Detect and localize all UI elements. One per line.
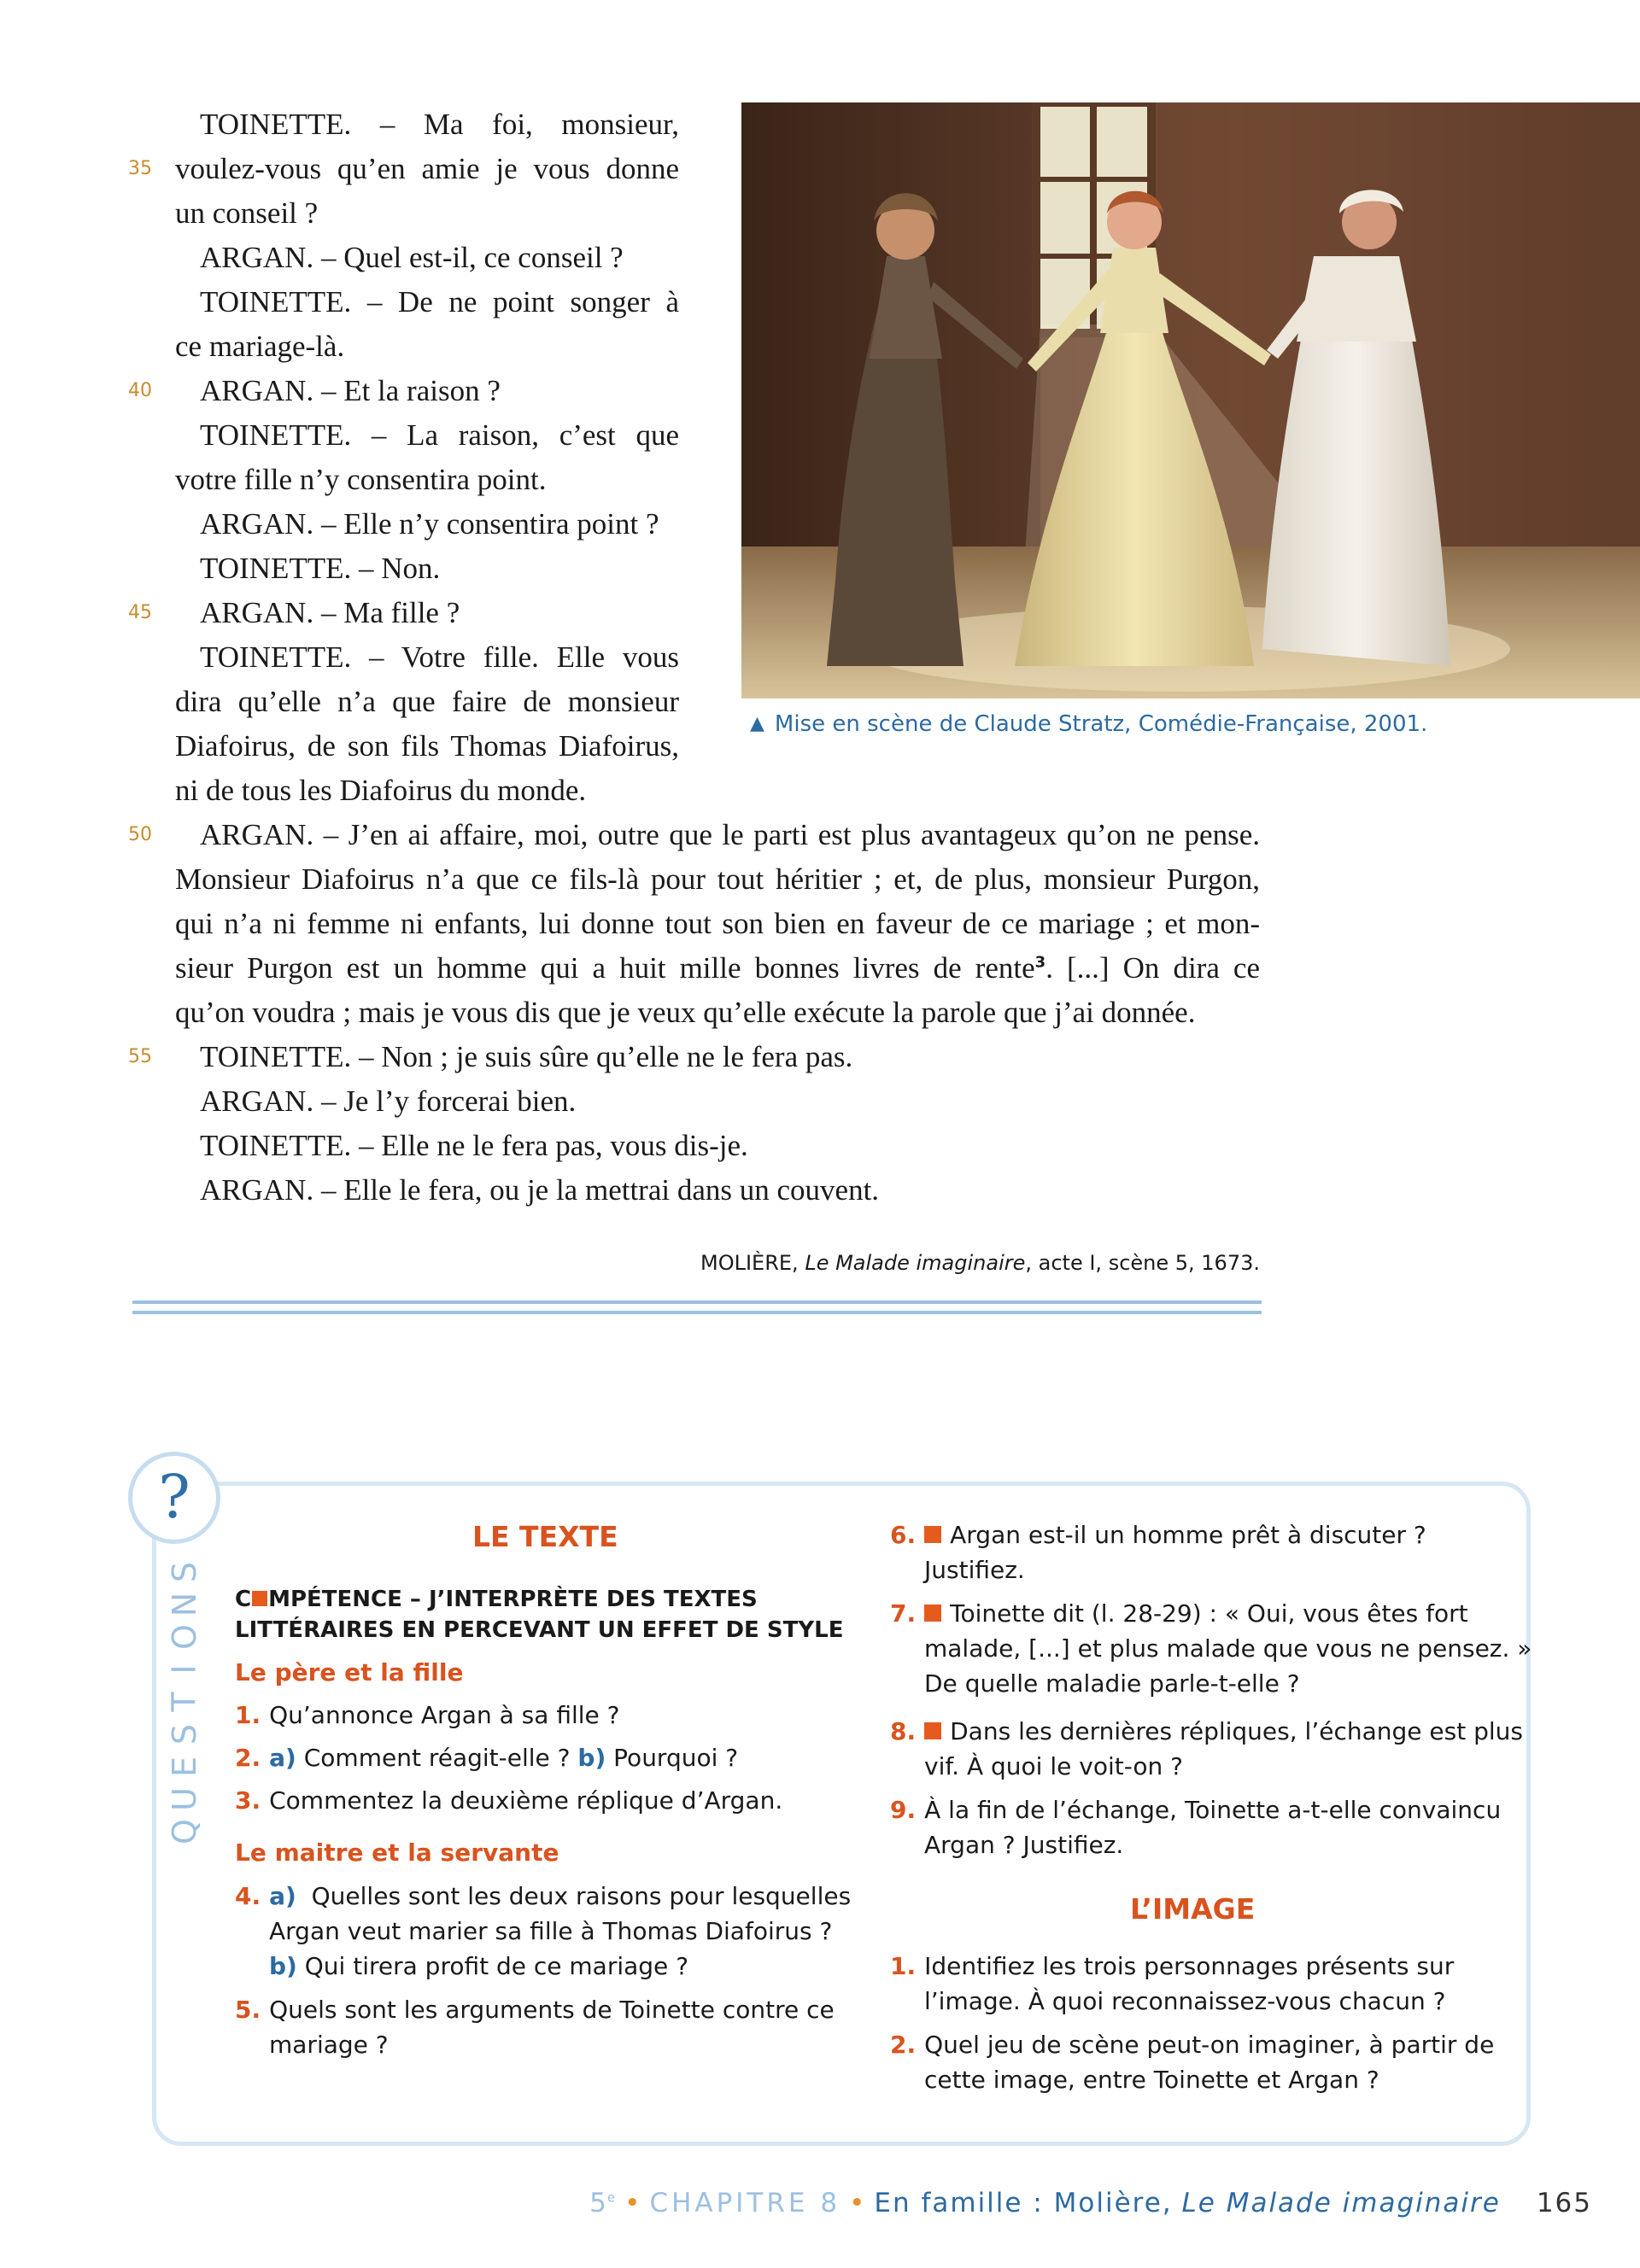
question-item: 6. Argan est-il un homme prêt à discuter ? — [890, 1521, 1426, 1549]
vertical-letter: O — [165, 1624, 203, 1650]
question-item: 9. À la fin de l’échange, Toinette a-t-elle convaincu — [890, 1796, 1502, 1824]
play-line: ARGAN. – Quel est-il, ce conseil ? — [200, 241, 624, 274]
bullet-dot-icon: • — [849, 2188, 866, 2218]
play-line: TOINETTE. – Non. — [200, 552, 441, 585]
play-line — [175, 946, 1260, 991]
subheading-maitre-servante: Le maitre et la servante — [235, 1838, 559, 1867]
competence-line: C MPÉTENCE – J’INTERPRÈTE DES TEXTES — [235, 1587, 758, 1612]
source-citation — [700, 1246, 1260, 1280]
source-details: , acte I, scène 5, 1673. — [1025, 1251, 1260, 1275]
question-item: 5. Quels sont les arguments de Toinette contre ce — [235, 1996, 835, 2024]
line-number: 50 — [128, 824, 152, 845]
vertical-letter: N — [166, 1592, 203, 1617]
question-mark-icon: ? — [128, 1452, 220, 1544]
question-item: 2. a) Comment réagit-elle ? b) Pourquoi ? — [235, 1744, 739, 1772]
play-line: ARGAN. – Elle le fera, ou je la mettrai dans un couvent. — [200, 1173, 880, 1207]
question-continuation: mariage ? — [269, 2031, 389, 2059]
chapter-work-title: Le Malade imaginaire — [1181, 2188, 1501, 2218]
line-number: 45 — [128, 602, 152, 623]
subheading-pere-fille: Le père et la fille — [235, 1658, 464, 1686]
question-item: 3. Commentez la deuxième réplique d’Argan. — [235, 1786, 783, 1815]
play-line: ni de tous les Diafoirus du monde. — [175, 774, 587, 807]
question-continuation: De quelle maladie parle-t-elle ? — [924, 1669, 1300, 1698]
question-item: 4. a) Quelles sont les deux raisons pour lesquelles — [235, 1882, 852, 1910]
vertical-letter: Q — [165, 1819, 203, 1844]
play-line: qu’on voudra ; mais je vous dis que je veux qu’elle exécute la parole que j’ai donnée. — [175, 996, 1196, 1029]
vertical-letter: S — [166, 1561, 203, 1583]
question-continuation: cette image, entre Toinette et Argan ? — [924, 2066, 1379, 2094]
play-line: TOINETTE. – Votre fille. Elle vous — [200, 640, 679, 674]
question-item: 1. Qu’annonce Argan à sa fille ? — [235, 1701, 620, 1729]
source-author: MOLIÈRE, — [700, 1251, 799, 1275]
divider-rule — [132, 1311, 1262, 1314]
orange-square-icon — [252, 1591, 267, 1606]
question-continuation: Argan veut marier sa fille à Thomas Diafoirus ? — [269, 1917, 833, 1945]
play-line: ARGAN. – Ma fille ? — [200, 596, 460, 629]
chapter-label: CHAPITRE 8 — [649, 2188, 841, 2218]
play-line-part: . [...] On dira ce — [1046, 951, 1260, 985]
play-line: TOINETTE. – La raison, c’est que — [200, 418, 679, 452]
vertical-letter: T — [166, 1692, 203, 1712]
vertical-letter: U — [165, 1787, 203, 1811]
page-footer — [589, 2183, 1592, 2224]
orange-square-icon — [924, 1722, 941, 1739]
orange-square-icon — [924, 1526, 941, 1543]
question-continuation: malade, [...] et plus malade que vous ne pensez. » — [924, 1634, 1532, 1663]
questions-vertical-label — [165, 1556, 203, 1844]
question-continuation: Justifiez. — [924, 1556, 1025, 1584]
play-line: ARGAN. – Je l’y forcerai bien. — [200, 1084, 577, 1118]
play-line: TOINETTE. – Ma foi, monsieur, — [200, 108, 679, 141]
question-item: 2. Quel jeu de scène peut-on imaginer, à partir de — [890, 2031, 1495, 2059]
vertical-letter: I — [166, 1664, 203, 1675]
chapter-theme: En famille : Molière, — [874, 2188, 1173, 2218]
competence-line: LITTÉRAIRES EN PERCEVANT UN EFFET DE STYLE — [235, 1617, 844, 1643]
play-line: un conseil ? — [175, 196, 319, 230]
play-line: ce mariage-là. — [175, 330, 345, 363]
play-line: ARGAN. – Et la raison ? — [200, 374, 501, 407]
stage-photo — [741, 102, 1640, 699]
play-line: Monsieur Diafoirus n’a que ce fils-là pour tout héritier ; et, de plus, monsieur Purgon, — [175, 862, 1260, 896]
question-item: 7. Toinette dit (l. 28-29) : « Oui, vous êtes fort — [890, 1599, 1468, 1628]
photo-caption — [750, 708, 1427, 740]
stage-photo-illustration — [741, 102, 1640, 699]
section-heading-le-texte: LE TEXTE — [472, 1520, 618, 1553]
triangle-up-icon: ▲ — [750, 713, 764, 734]
play-line-part: sieur Purgon est un homme qui a huit mille bonnes livres de rente — [175, 951, 1035, 985]
divider-rule — [132, 1301, 1262, 1304]
question-continuation: l’image. À quoi reconnaissez-vous chacun ? — [924, 1987, 1446, 2015]
page-number: 165 — [1536, 2188, 1592, 2218]
bullet-dot-icon: • — [624, 2188, 641, 2218]
play-line: votre fille n’y consentira point. — [175, 463, 547, 496]
play-line: TOINETTE. – Elle ne le fera pas, vous dis-je. — [200, 1129, 748, 1162]
caption-text: Mise en scène de Claude Stratz, Comédie-Française, 2001. — [774, 711, 1428, 737]
orange-square-icon — [924, 1605, 941, 1622]
play-line: ARGAN. – Elle n’y consentira point ? — [200, 507, 659, 541]
question-item: 8. Dans les dernières répliques, l’échange est plus — [890, 1717, 1523, 1745]
question-continuation: vif. À quoi le voit-on ? — [924, 1752, 1183, 1780]
source-work: Le Malade imaginaire — [805, 1251, 1026, 1275]
play-line: dira qu’elle n’a que faire de monsieur — [175, 685, 679, 718]
line-number: 55 — [128, 1046, 152, 1067]
section-heading-l-image: L’IMAGE — [1130, 1892, 1256, 1926]
vertical-letter: E — [165, 1756, 203, 1778]
play-line: Diafoirus, de son fils Thomas Diafoirus, — [175, 729, 679, 763]
play-line: ARGAN. – J’en ai affaire, moi, outre que le parti est plus avantageux qu’on ne pense. — [200, 818, 1260, 851]
line-number: 35 — [128, 158, 152, 179]
vertical-letter: S — [166, 1723, 203, 1745]
question-continuation: b) Qui tirera profit de ce mariage ? — [269, 1952, 689, 1980]
question-item: 1. Identifiez les trois personnages présents sur — [890, 1952, 1455, 1980]
play-line: TOINETTE. – De ne point songer à — [200, 285, 679, 319]
play-line: qui n’a ni femme ni enfants, lui donne tout son bien en faveur de ce mariage ; et mon- — [175, 907, 1260, 940]
play-line: TOINETTE. – Non ; je suis sûre qu’elle ne le fera pas. — [200, 1040, 853, 1073]
line-number: 40 — [128, 380, 152, 401]
question-continuation: Argan ? Justifiez. — [924, 1831, 1124, 1859]
footnote-ref: 3 — [1034, 953, 1046, 972]
grade-level: 5e — [589, 2188, 617, 2218]
play-line: voulez-vous qu’en amie je vous donne — [175, 152, 679, 185]
